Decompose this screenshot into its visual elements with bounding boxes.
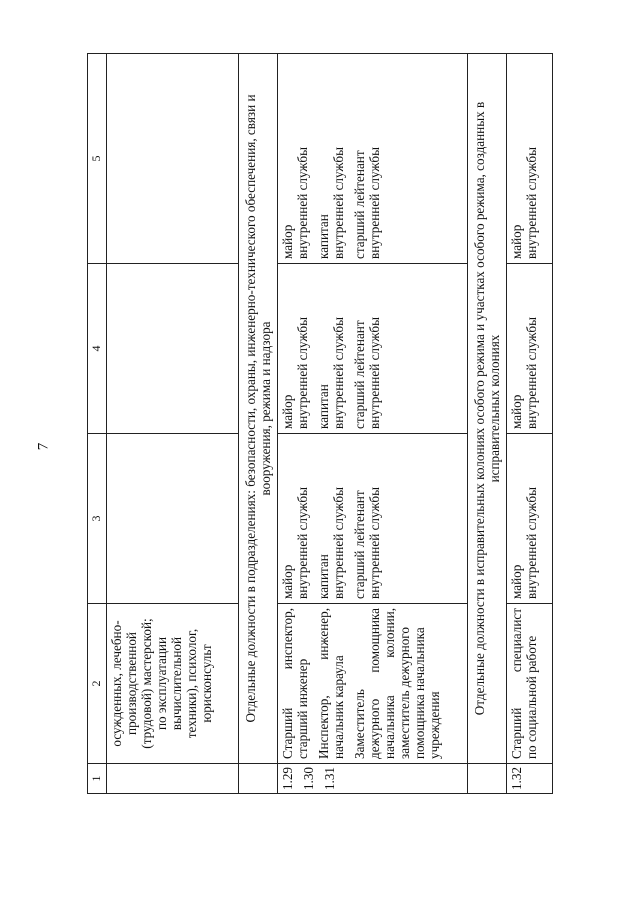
row-number-cells (278, 764, 468, 794)
table-row (278, 54, 468, 794)
rank-line: внутренней службы (367, 487, 382, 599)
rank-cell-col4 (278, 264, 468, 434)
position-cell (278, 604, 468, 764)
rank-line: старший лейтенант (352, 320, 367, 429)
position-line: юрисконсульт (199, 644, 214, 723)
rank-line: внутренней службы (331, 487, 346, 599)
rank-line: майор (509, 564, 524, 599)
table-row-continued (107, 54, 239, 794)
rank-cell-col5 (278, 54, 468, 264)
rotated-table-container (87, 54, 553, 794)
rank-line: внутренней службы (367, 147, 382, 259)
table-sheet (87, 54, 553, 794)
rank-line: внутренней службы (367, 317, 382, 429)
position-line: начальник караула (331, 655, 346, 759)
rank-line: внутренней службы (524, 487, 539, 599)
positions-table (87, 53, 553, 794)
rank-line: капитан (316, 554, 331, 599)
rank-line: внутренней службы (331, 317, 346, 429)
rank-cell-col3 (107, 434, 239, 604)
row-num-cell (239, 764, 278, 794)
page-number: 7 (35, 442, 52, 451)
rank-line: майор (280, 224, 295, 259)
table-header-row (88, 54, 107, 794)
rank-line: капитан (316, 384, 331, 429)
position-line: Старший инспектор, (280, 608, 295, 759)
rank-line: старший лейтенант (352, 490, 367, 599)
rank-line: внутренней службы (331, 147, 346, 259)
rank-line: внутренней службы (524, 147, 539, 259)
position-line: учреждения (427, 691, 442, 759)
row-number-cell (507, 764, 553, 794)
position-line: вычислительной (169, 636, 184, 731)
rank-cell-col4 (507, 264, 553, 434)
section-title-row (239, 54, 278, 794)
position-line: техники), психолог, (184, 628, 199, 739)
rank-cell-col3 (278, 434, 468, 604)
position-line: осужденных, лечебно- (109, 620, 124, 747)
position-line: помощника начальника (412, 627, 427, 759)
position-cell (107, 604, 239, 764)
row-num-cell (107, 764, 239, 794)
rank-line: капитан (316, 214, 331, 259)
rank-line: внутренней службы (524, 317, 539, 429)
position-line: дежурного помощника (367, 608, 382, 759)
position-line: Заместитель (352, 689, 367, 759)
rank-line: майор (509, 394, 524, 429)
rank-line: майор (509, 224, 524, 259)
position-line: Старший специалист (509, 608, 524, 759)
row-number: 1.29 (280, 766, 295, 791)
row-number: 1.32 (509, 766, 524, 791)
rank-cell-col5 (107, 54, 239, 264)
rank-cell-col3 (507, 434, 553, 604)
position-line: по эксплуатации (154, 636, 169, 731)
rank-line: майор (280, 394, 295, 429)
position-line: заместитель дежурного (397, 627, 412, 759)
position-line: (трудовой) мастерской; (139, 618, 154, 749)
header-col-5: 5 (88, 54, 107, 264)
position-line: Инспектор, инженер, (316, 608, 331, 759)
row-number: 1.30 (301, 766, 316, 791)
position-line: старший инженер (295, 658, 310, 759)
rank-line: внутренней службы (295, 147, 310, 259)
position-line: начальника колонии, (382, 608, 397, 759)
rank-cell-col5 (507, 54, 553, 264)
header-col-1: 1 (88, 764, 107, 794)
rank-line: внутренней службы (295, 487, 310, 599)
rank-line: внутренней службы (295, 317, 310, 429)
rank-cell-col4 (107, 264, 239, 434)
rank-line: майор (280, 564, 295, 599)
header-col-4: 4 (88, 264, 107, 434)
section-title: Отдельные должности в подразделениях: безопасности, охраны, инженерно-технического обеспечения, связи и вооружения, режима и надзора (239, 54, 278, 764)
rank-line: старший лейтенант (352, 150, 367, 259)
section-title: Отдельные должности в исправительных колониях особого режима и участках особого режима, созданных в исправительных колониях (468, 54, 507, 764)
position-line: по социальной работе (524, 635, 539, 759)
position-cell (507, 604, 553, 764)
position-line: производственной (124, 632, 139, 735)
header-col-2: 2 (88, 604, 107, 764)
header-col-3: 3 (88, 434, 107, 604)
table-row (507, 54, 553, 794)
row-number: 1.31 (322, 766, 337, 791)
section-title-row (468, 54, 507, 794)
row-num-cell (468, 764, 507, 794)
